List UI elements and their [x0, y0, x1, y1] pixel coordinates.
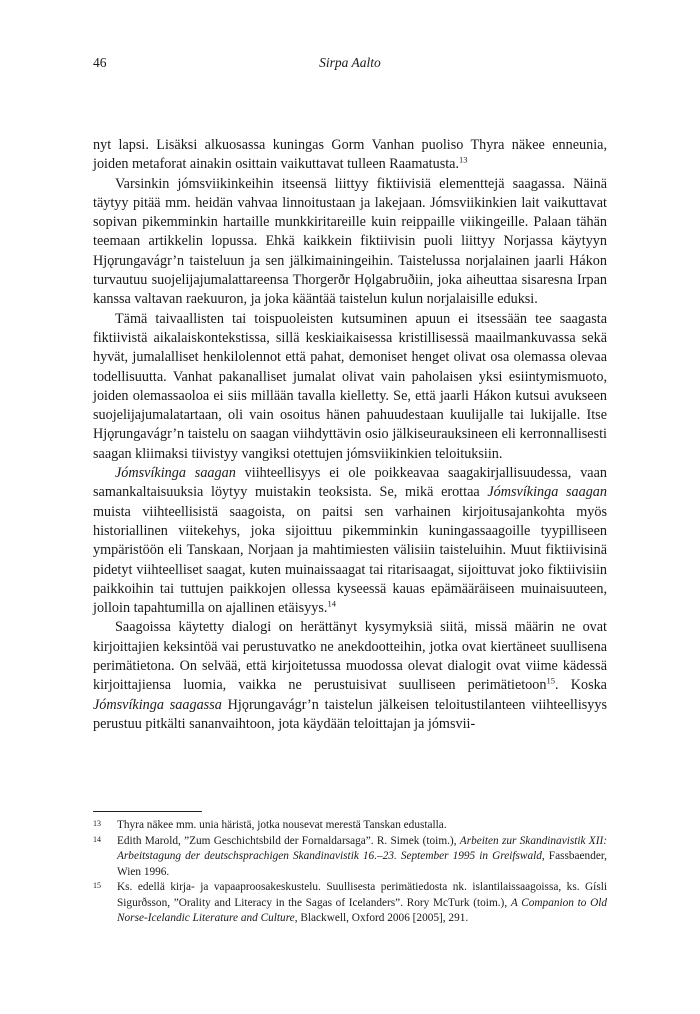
footnote-divider: [93, 811, 202, 812]
body-text: [93, 136, 607, 734]
paragraph-3-text: Tämä taivaallisten tai toispuoleisten kutsuminen apuun ei itsessään tee saagasta fiktiivistä aikalaiskontekstissa, sillä keskiaikaisessa kristillisessä maailmankuvassa sekä hyvät, jumalalliset henkilolennot että pahat, demoniset henget olivat osa olemassa olevaa todellisuutta. Vanhat pakanalliset jumalat olivat vain paholaisen yksi esiintymismuoto, joiden olemassaoloa ei siis millään tavalla kielletty. Se, että jaarli Hákon kutsui avukseen suojelijajumalatartaan, oli vain osoitus hänen pahuudestaan kuulijalle tai lukijalle. Itse Hjǫrungavágr’n taistelu on saagan viihdyttävin osio jälkiseurauksineen eli kerronnallisesti saagan kliimaksi tiivistyy vangiksi otettujen jómsviikinkien teloituksiin.: [93, 310, 607, 462]
footnote-number: 15: [93, 881, 101, 890]
paragraph-1-text: nyt lapsi. Lisäksi alkuosassa kuningas Gorm Vanhan puoliso Thyra näkee enneunia, joiden metaforat ainakin osittain vaikuttavat tulleen Raamatusta.: [93, 137, 607, 173]
footnote-ref-14[interactable]: 14: [327, 598, 336, 609]
paragraph-5-italic-1: Jómsvíkinga saagassa: [93, 696, 222, 713]
paragraph-4-text-1: viihteellisyys ei ole poikkeavaa saagakirjallisuudessa, vaan samankaltaisuuksia löytyy muistakin teoksista. Se, mikä erottaa: [93, 465, 607, 501]
footnote-15: [93, 880, 607, 927]
footnote-text: [117, 818, 607, 834]
paragraph-5: [93, 618, 607, 734]
footnote-number: 14: [93, 834, 101, 844]
footnote-15-text-1: Ks. edellä kirja- ja vapaaproosakeskustelu. Suullisesta perimätiedosta nk. islantilaissaagoissa, ks. Gísli Sigurðsson, ”Orality and Literacy in the Sagas of Icelanders”. Rory McTurk (toim.),: [117, 881, 607, 909]
paragraph-2: [93, 175, 607, 310]
footnote-14-italic: Arbeiten zur Skandinavistik XII: Arbeitstagung der deutschsprachigen Skandinavistik 16.–23. September 1995 in Greifswald: [117, 834, 607, 862]
paragraph-4-italic-2: Jómsvíkinga saagan: [487, 484, 607, 501]
footnote-ref-13[interactable]: 13: [459, 154, 468, 165]
paragraph-2-text: Varsinkin jómsviikinkeihin itseensä liittyy fiktiivisiä elementtejä saagassa. Näinä täytyy pitää mm. heidän vahvaa linnoitustaan ja lakejaan. Jómsviikinkien lait vaikuttavat sopivan pikemminkin hartaille munkkiritareille kuin reippaille viikingeille. Palaan tähän teemaan artikkelin lopussa. Ehkä kaikkein fiktiivisin puoli liittyy Norjassa käytyyn Hjǫrungavágr’n taisteluun ja sen jälkimainingeihin. Taistelussa norjalainen jaarli Hákon turvautuu suojelijajumalattareensa Thorgerðr Hǫlgabruðiin, joka aiheuttaa sisaresna Irpan kanssa valtavan raekuuron, ja joka kääntää taistelun kulun norjalaisille eduksi.: [93, 175, 607, 308]
paragraph-4: [93, 464, 607, 618]
footnote-13-text: Thyra näkee mm. unia häristä, jotka nousevat merestä Tanskan edustalla.: [117, 819, 447, 831]
paragraph-5-text-2: . Koska: [554, 677, 607, 694]
page-number: 46: [93, 55, 107, 70]
footnotes: [93, 818, 607, 927]
paragraph-4-italic-1: Jómsvíkinga saagan: [115, 465, 236, 482]
footnote-text: [117, 880, 607, 927]
footnote-ref-15[interactable]: 15: [546, 675, 555, 686]
paragraph-1: [93, 136, 607, 175]
paragraph-5-text-3: Hjǫrungavágr’n taistelun jälkeisen teloitustilanteen viihteellisyys perustuu pitkälti sananvaihtoon, jota käydään teloittajan ja jómsvii-: [93, 696, 607, 732]
footnote-14-text-1: Edith Marold, ”Zum Geschichtsbild der Fornaldarsaga”. R. Simek (toim.),: [117, 834, 460, 847]
running-title-author: Sirpa Aalto: [319, 55, 381, 70]
footnote-number: 13: [93, 819, 101, 828]
footnote-14-text-2: , Fassbaender, Wien 1996.: [117, 850, 608, 878]
paragraph-3: [93, 310, 607, 464]
footnote-15-italic: A Companion to Old Norse-Icelandic Literature and Culture: [117, 896, 608, 924]
running-head: [93, 55, 607, 75]
paragraph-4-text-2: muista viihteellisistä saagoista, on paitsi sen varhainen kirjoitusajankohta myös historiallinen viitekehys, joka sijoittuu pikemminkin kuningassaagoille tyypilliseen ympäristöön eli Tanskaan, Norjaan ja mahtimiesten välisiin taisteluihin. Muut fiktiivisinä pidetyt viihteelliset saagat, kuten muinaissaagat tai ritarisaagat, sijoittuvat joko fiktiivisiin paikkoihin tai tuttujen paikkojen ollessa kyseessä kauas epämääräiseen muinaisuuteen, jolloin tapahtumilla on ajallinen etäisyys.: [93, 503, 607, 617]
paragraph-5-text-1: Saagoissa käytetty dialogi on herättänyt kysymyksiä siitä, missä määrin ne ovat kirjoittajien keksintöä vai perustuvatko ne anekdootteihin, jotka ovat kiertäneet suullisena perimätietona. On selvää, että kirjoitetussa muodossa olevat dialogit ovat viime kädessä kirjoittajiensa luomia, vaikka ne perustuisivat suulliseen perimätietoon: [93, 619, 607, 694]
footnote-15-text-2: , Blackwell, Oxford 2006 [2005], 291.: [294, 912, 469, 924]
footnote-14: [93, 834, 607, 881]
footnote-13: [93, 818, 607, 834]
footnote-text: [117, 834, 607, 881]
